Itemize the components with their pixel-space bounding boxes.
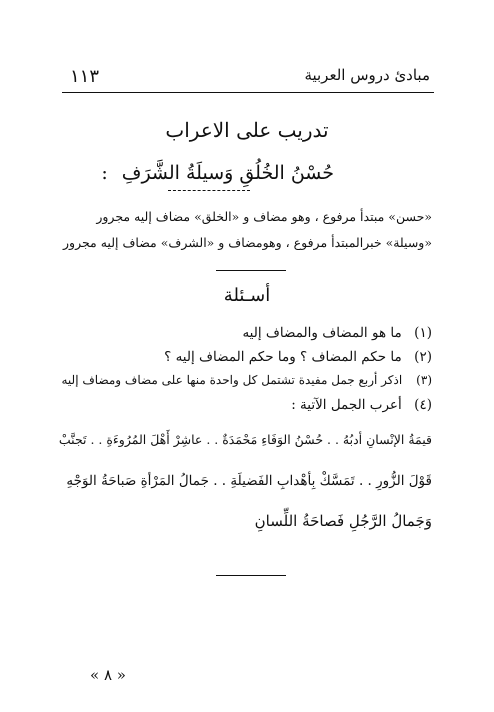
questions-heading: أسـئلة bbox=[223, 285, 271, 306]
page-number: ١١٣ bbox=[70, 66, 100, 87]
question-item bbox=[60, 349, 432, 373]
question-text: أعرب الجمل الآتية : bbox=[291, 397, 402, 413]
exercise-sentence-line: قَوْلَ الزُّورِ . . تَمَسَّكْ بِأهْدابِ الفَضيلَةِ . . جَمالُ المَرْأةِ صَباحَةُ الوَجْهِ bbox=[66, 473, 432, 489]
header-rule bbox=[62, 92, 434, 93]
analysis-line-2: «وسيلة» خبرالمبتدأ مرفوع ، وهومضاف و «الشرف» مضاف إليه مجرور bbox=[63, 235, 432, 250]
question-text: ما هو المضاف والمضاف إليه bbox=[242, 325, 402, 341]
exercise-sentence-line: قيمَةُ الإنْسانِ أدبُهُ . . حُسْنُ الوَفَاءِ مَحْمَدَةٌ . . عاشِرْ أَهْلَ المُرُوءَةِ . . تَجنَّبْ bbox=[58, 432, 432, 447]
question-number: (٣) bbox=[416, 373, 432, 387]
question-text: اذكر أربع جمل مفيدة تشتمل كل واحدة منها على مضاف ومضاف إليه bbox=[61, 373, 403, 387]
book-title: مبادئ دروس العربية bbox=[304, 66, 430, 84]
question-text: ما حكم المضاف ؟ وما حكم المضاف إليه ؟ bbox=[164, 349, 402, 365]
section-divider bbox=[216, 270, 286, 271]
closing-divider bbox=[216, 575, 286, 576]
questions-list bbox=[60, 325, 432, 421]
exercise-sentence-line: وَجَمالُ الرَّجُلِ فَصاحَةُ اللِّسانِ bbox=[254, 512, 432, 530]
example-phrase-colon: : bbox=[101, 162, 108, 184]
example-phrase-text: حُسْنُ الخُلُقِ وَسيلَةُ الشَّرَفِ bbox=[121, 162, 334, 184]
running-header bbox=[70, 66, 430, 88]
signature-mark: « ٨ » bbox=[90, 666, 126, 684]
question-item bbox=[60, 325, 432, 349]
question-item bbox=[60, 397, 432, 421]
question-number: (٢) bbox=[414, 349, 432, 365]
analysis-line-1: «حسن» مبتدأ مرفوع ، وهو مضاف و «الخلق» مضاف إليه مجرور bbox=[96, 209, 432, 224]
question-number: (٤) bbox=[414, 397, 432, 413]
question-number: (١) bbox=[414, 325, 432, 341]
exercise-title: تدريب على الاعراب bbox=[165, 118, 329, 142]
question-item bbox=[60, 373, 432, 397]
phrase-underline bbox=[168, 190, 250, 191]
example-phrase bbox=[101, 162, 334, 184]
